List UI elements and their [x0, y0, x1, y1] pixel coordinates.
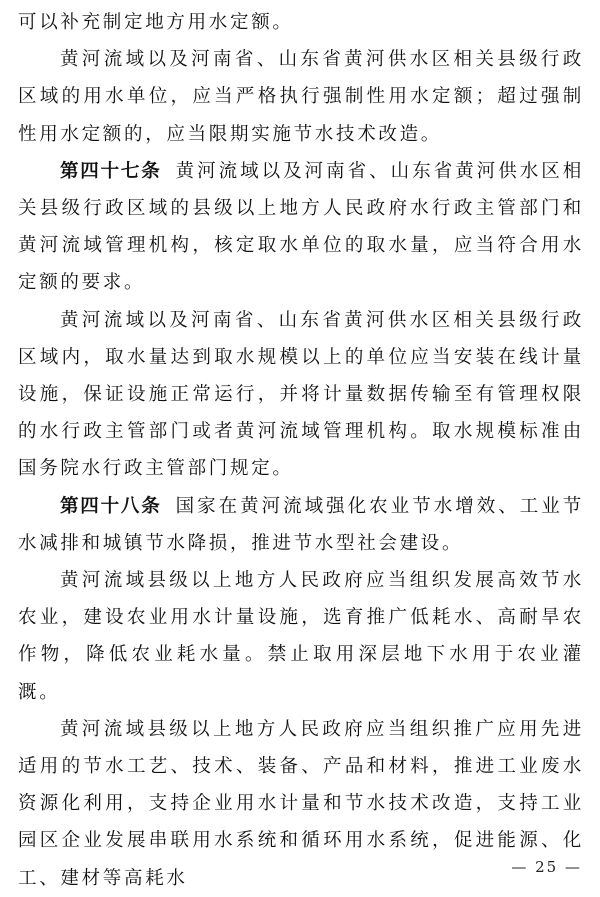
paragraph-6-text: 黄河流域县级以上地方人民政府应当组织发展高效节水农业，建设农业用水计量设施，选育推广低耗水、高耐旱农作物，降低农业耗水量。禁止取用深层地下水用于农业灌溉。 — [18, 570, 584, 703]
article-48-heading: 第四十八条 — [60, 495, 162, 517]
article-48-paragraph — [18, 488, 584, 562]
article-47-paragraph — [18, 153, 584, 302]
paragraph-4-text: 黄河流域以及河南省、山东省黄河供水区相关县级行政区域内，取水量达到取水规模以上的单位应当安装在线计量设施，保证设施正常运行，并将计量数据传输至有管理权限的水行政主管部门或者黄河流域管理机构。取水规模标准由国务院水行政主管部门规定。 — [18, 309, 584, 480]
paragraph-7 — [18, 711, 584, 897]
document-page — [18, 4, 584, 897]
paragraph-6 — [18, 562, 584, 711]
paragraph-1-text: 可以补充制定地方用水定额。 — [18, 12, 294, 33]
paragraph-4 — [18, 302, 584, 488]
paragraph-7-text: 黄河流域县级以上地方人民政府应当组织推广应用先进适用的节水工艺、技术、装备、产品和材料，推进工业废水资源化利用，支持企业用水计量和节水技术改造，支持工业园区企业发展串联用水系统和循环用水系统，促进能源、化工、建材等高耗水 — [18, 718, 584, 889]
paragraph-2 — [18, 41, 584, 153]
paragraph-2-text: 黄河流域以及河南省、山东省黄河供水区相关县级行政区域的用水单位，应当严格执行强制性用水定额；超过强制性用水定额的，应当限期实施节水技术改造。 — [18, 49, 584, 145]
article-48-text: 国家在黄河流域强化农业节水增效、工业节水减排和城镇节水降损，推进节水型社会建设。 — [18, 495, 584, 554]
article-47-text: 黄河流域以及河南省、山东省黄河供水区相关县级行政区域的县级以上地方人民政府水行政主管部门和黄河流域管理机构，核定取水单位的取水量，应当符合用水定额的要求。 — [18, 160, 584, 294]
paragraph-1 — [18, 4, 584, 41]
page-number: — 25 — — [511, 858, 582, 876]
article-47-heading: 第四十七条 — [60, 160, 162, 182]
